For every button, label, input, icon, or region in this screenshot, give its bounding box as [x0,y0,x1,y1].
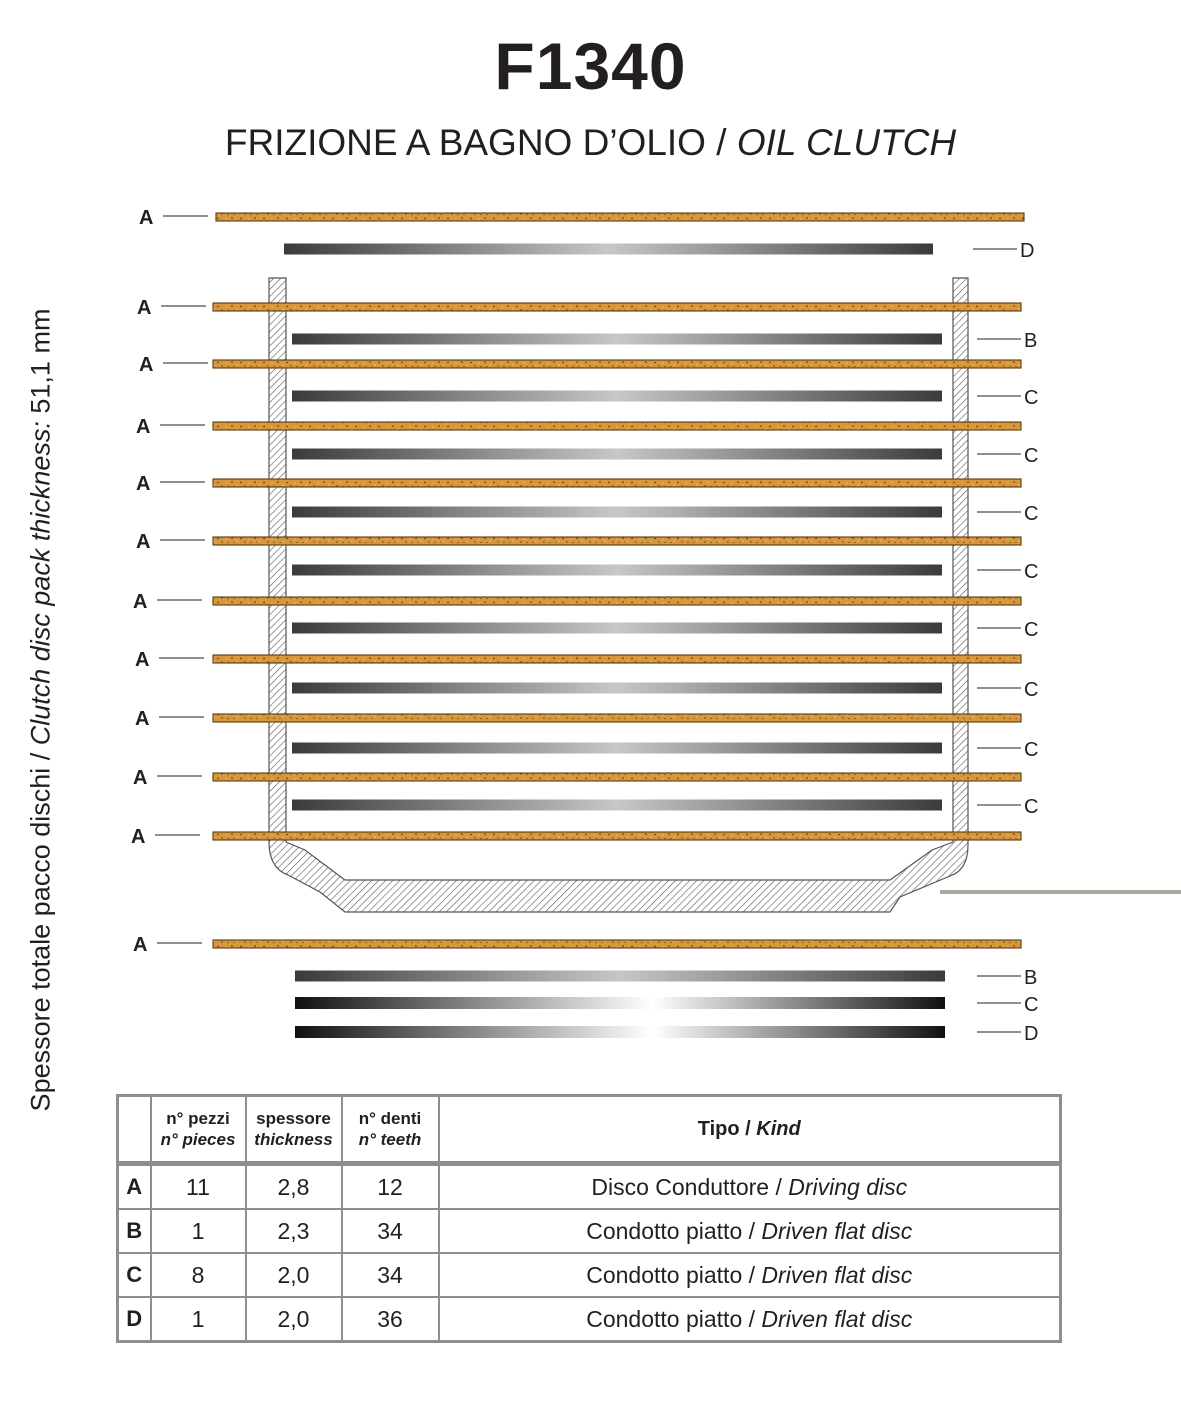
driven-disc [292,743,942,754]
disc-label-c: C [1024,387,1039,409]
driving-disc [213,479,1021,487]
row-thickness: 2,3 [246,1209,342,1253]
driven-disc [295,997,945,1009]
disc-label-a: A [133,767,148,789]
driving-disc [213,360,1021,368]
row-kind-it: Condotto piatto / [586,1217,762,1244]
header-thickness-it: spessore [256,1109,331,1128]
disc-spec-table [116,1094,1062,1343]
header-pieces-it: n° pezzi [166,1109,230,1128]
disc-label-d: D [1020,240,1035,262]
row-kind [439,1209,1061,1253]
row-teeth: 12 [342,1164,439,1210]
driving-disc [213,303,1021,311]
subtitle-english: OIL CLUTCH [736,122,957,163]
driving-disc [213,714,1021,722]
row-kind [439,1297,1061,1342]
pack-thickness-value: 51,1 mm [25,308,56,422]
table-header-row [118,1096,1061,1164]
disc-label-c: C [1024,994,1039,1016]
row-pieces: 8 [151,1253,246,1297]
disc-label-a: A [133,934,148,956]
disc-label-c: C [1024,561,1039,583]
row-kind-it: Condotto piatto / [586,1261,762,1288]
disc-label-b: B [1024,967,1038,989]
header-kind-it: Tipo / [697,1117,757,1140]
disc-label-a: A [137,297,152,319]
pack-thickness-english: Clutch disc pack thickness: [25,421,56,746]
clutch-basket-section [269,278,968,912]
row-key: C [118,1253,151,1297]
row-thickness: 2,0 [246,1297,342,1342]
row-key: D [118,1297,151,1342]
header-key [118,1096,151,1164]
row-kind-it: Disco Conduttore / [591,1173,789,1200]
driven-disc [292,565,942,576]
row-pieces: 1 [151,1297,246,1342]
driven-disc [284,244,933,255]
disc-label-c: C [1024,503,1039,525]
subtitle-italian: FRIZIONE A BAGNO D’OLIO / [224,122,737,163]
disc-label-c: C [1024,679,1039,701]
driving-disc [213,537,1021,545]
driving-disc [213,773,1021,781]
row-teeth: 34 [342,1209,439,1253]
row-key: A [118,1164,151,1210]
row-kind [439,1253,1061,1297]
disc-label-a: A [139,354,154,376]
table-row [118,1253,1061,1297]
driven-disc [292,683,942,694]
disc-stack [131,207,1038,1045]
row-kind-en: Driven flat disc [761,1217,913,1244]
header-pieces-en: n° pieces [160,1130,236,1149]
driven-disc [292,800,942,811]
table-row [118,1164,1061,1210]
header-thickness-en: thickness [254,1130,333,1149]
driven-disc [292,449,942,460]
disc-label-a: A [136,416,151,438]
driven-disc [292,334,942,345]
page-title: F1340 [494,29,687,103]
disc-label-c: C [1024,445,1039,467]
row-teeth: 36 [342,1297,439,1342]
header-kind-en: Kind [756,1117,801,1140]
row-kind-en: Driven flat disc [761,1261,913,1288]
disc-label-a: A [135,649,150,671]
header-teeth-it: n° denti [358,1109,422,1128]
row-kind-en: Driving disc [788,1173,908,1200]
pack-thickness-italian: Spessore totale pacco dischi / [25,745,56,1112]
driving-disc [213,655,1021,663]
disc-label-c: C [1024,619,1039,641]
row-kind [439,1164,1061,1210]
disc-label-a: A [131,826,146,848]
disc-label-d: D [1024,1023,1039,1045]
header-kind [439,1096,1061,1164]
disc-label-c: C [1024,796,1039,818]
disc-label-a: A [136,531,151,553]
row-key: B [118,1209,151,1253]
table-row [118,1297,1061,1342]
driven-disc [295,971,945,982]
driven-disc [292,391,942,402]
row-kind-en: Driven flat disc [761,1305,913,1332]
header-pieces [151,1096,246,1164]
driven-disc [292,623,942,634]
header-teeth-en: n° teeth [358,1130,422,1149]
driving-disc [213,597,1021,605]
disc-label-c: C [1024,739,1039,761]
row-kind-it: Condotto piatto / [586,1305,762,1332]
header-thickness [246,1096,342,1164]
driving-disc [213,940,1021,948]
header-teeth [342,1096,439,1164]
row-thickness: 2,0 [246,1253,342,1297]
disc-label-a: A [139,207,154,229]
driving-disc [216,213,1024,221]
disc-label-a: A [136,473,151,495]
table-row [118,1209,1061,1253]
disc-label-a: A [133,591,148,613]
driving-disc [213,422,1021,430]
row-thickness: 2,8 [246,1164,342,1210]
row-teeth: 34 [342,1253,439,1297]
disc-label-a: A [135,708,150,730]
driven-disc [292,507,942,518]
driving-disc [213,832,1021,840]
driven-disc [295,1026,945,1038]
disc-label-b: B [1024,330,1038,352]
row-pieces: 1 [151,1209,246,1253]
row-pieces: 11 [151,1164,246,1210]
